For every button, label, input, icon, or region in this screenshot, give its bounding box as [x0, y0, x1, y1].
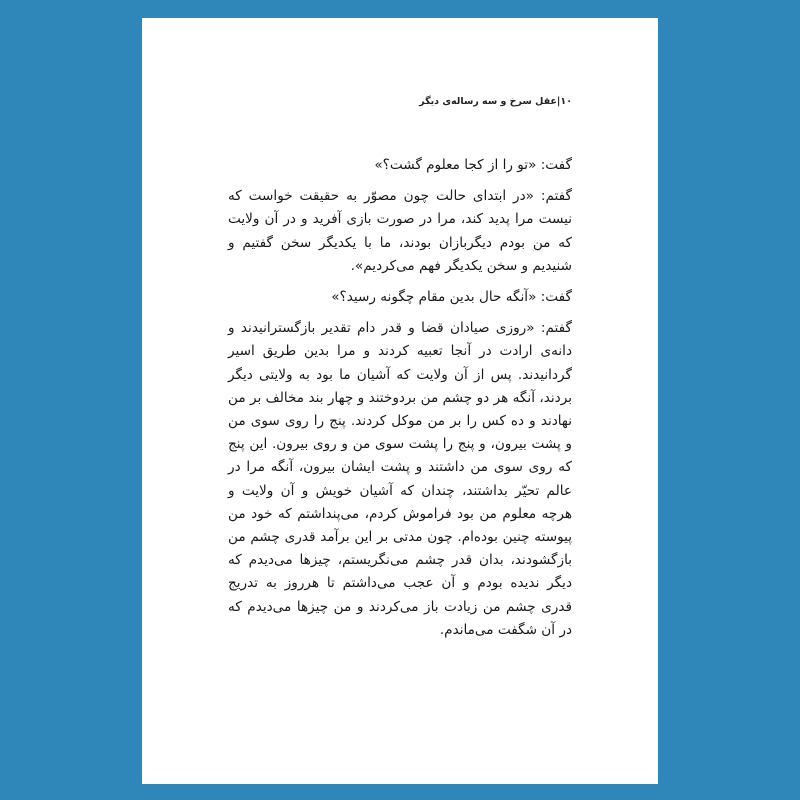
- paragraph: گفت: «تو را از کجا معلوم گشت؟»: [374, 157, 572, 173]
- body-text: [228, 154, 572, 650]
- book-title: عقل سرخ و سه رساله‌ی دیگر: [419, 96, 557, 107]
- page-number: ۱۰: [560, 96, 572, 107]
- running-head: [419, 96, 572, 107]
- paragraph: گفتم: «روزی صیادان قضا و قدر دام تقدیر بازگسترانیدند و دانه‌ی ارادت در آنجا تعبیه کردند و مرا بدین طریق اسیر گردانیدند. پس از آن ولایت که آشیان ما بود به ولایتی دیگر بردند، آنگه هر دو چشم من بردوختند و چهار بند مخالف بر من نهادند و ده کس را بر من موکل کردند. پنج را روی سوی من و پشت بیرون، و پنج را پشت سوی من و روی بیرون. این پنج که روی سوی من داشتند و پشت ایشان بیرون، آنگه مرا در عالم تحیّر بداشتند، چندان که آشیان خویش و آن ولایت و هرچه معلوم من بود فراموش کردم، می‌پنداشتم که خود من پیوسته چنین بوده‌ام. چون مدتی بر این برآمد قدری چشم من بازگشودند، بدان قدر چشم می‌نگریستم، چیزها می‌دیدم که دیگر ندیده بودم و آن عجب می‌داشتم تا هرروز به تدریج قدری چشم من زیادت باز می‌کردند و من چیزها می‌دیدم که در آن شگفت می‌ماندم.: [228, 320, 572, 638]
- book-page: [142, 18, 658, 784]
- running-head-separator: |: [556, 96, 561, 107]
- paragraph: گفت: «آنگه حال بدین مقام چگونه رسید؟»: [331, 289, 572, 306]
- paragraph: گفتم: «در ابتدای حالت چون مصوّر به حقیقت خواست که نیست مرا پدید کند، مرا در صورت بازی آفرید و در آن ولایت که من بودم دیگربازان بودند، ما با یکدیگر سخن گفتیم و شنیدیم و سخن یکدیگر فهم می‌کردیم».: [228, 188, 572, 274]
